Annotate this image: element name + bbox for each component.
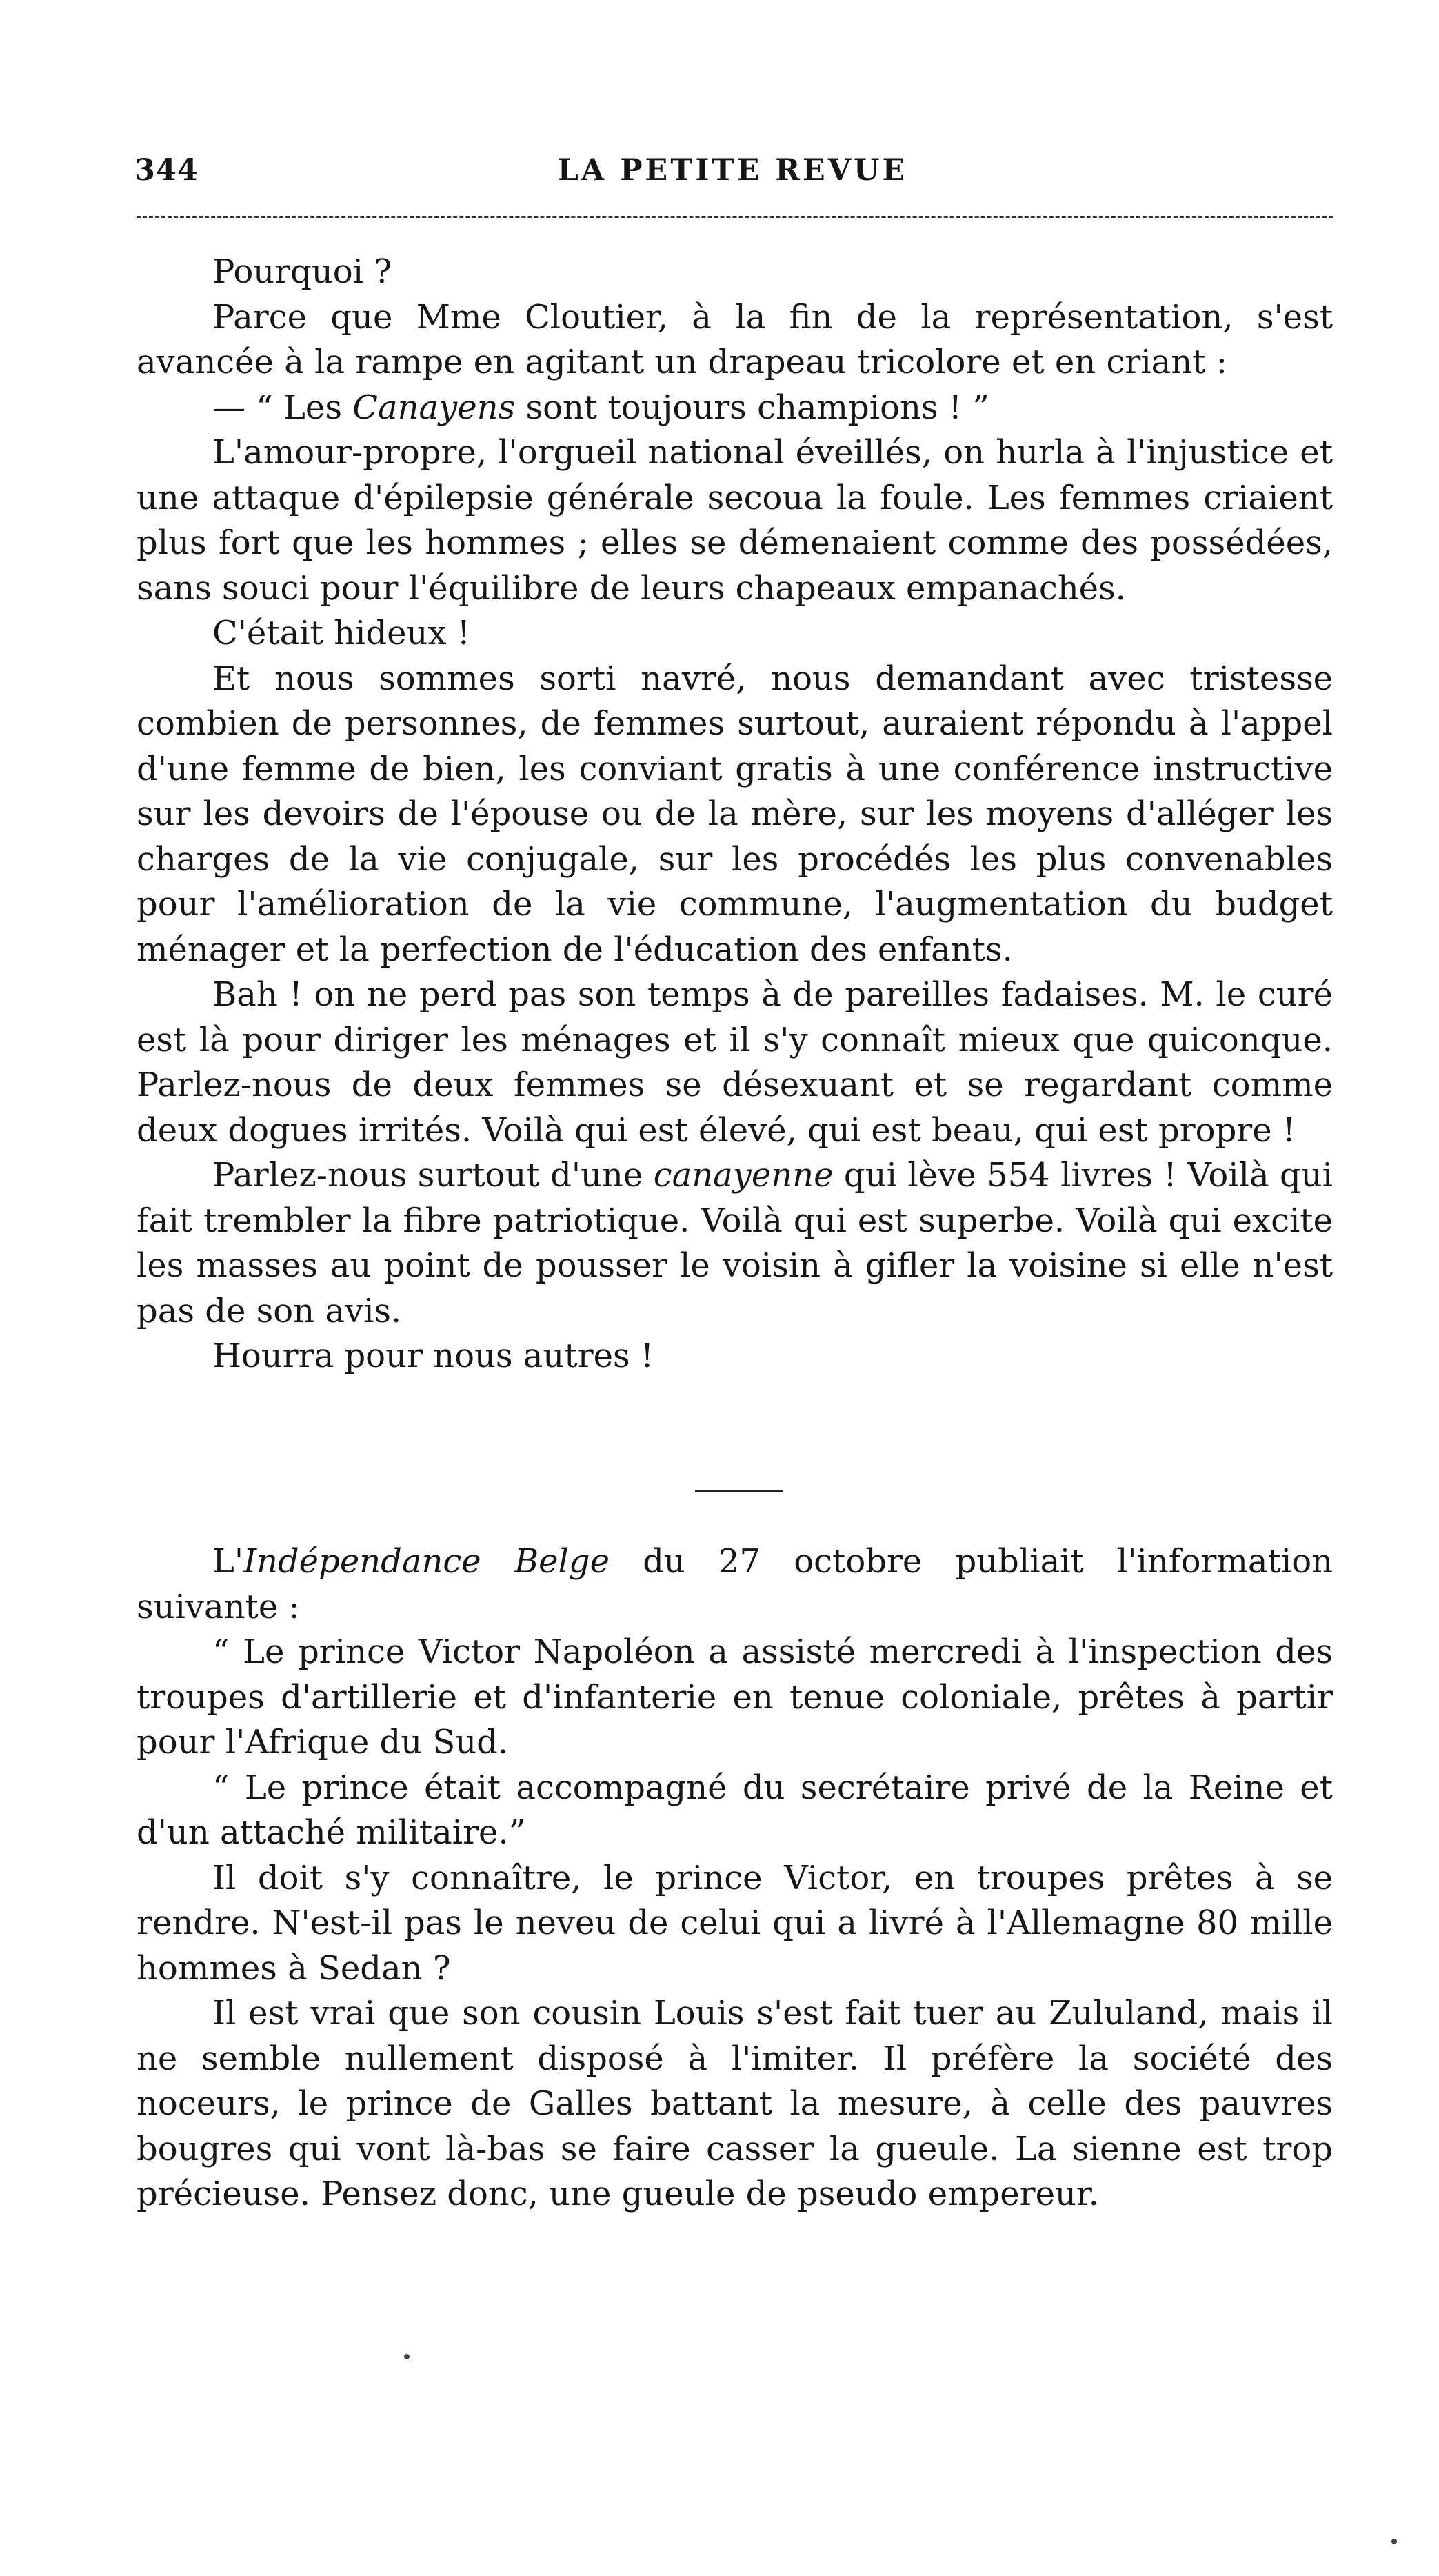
page-header (134, 153, 1331, 194)
paragraph: Il est vrai que son cousin Louis s'est fait tuer au Zululand, mais il ne semble nullement disposé à l'imiter. Il préfère la société des noceurs, le prince de Galles battant la mesure, à celle des pauvres bougres qui vont là-bas se faire casser la gueule. La sienne est trop précieuse. Pensez donc, une gueule de pseudo empereur. (137, 1994, 1333, 2213)
text-run: Parlez-nous surtout d'une (212, 1156, 654, 1195)
paragraph-quote (137, 386, 1333, 431)
paragraph: Bah ! on ne perd pas son temps à de pareilles fadaises. M. le curé est là pour diriger les ménages et il s'y connaît mieux que quiconque. Parlez-nous de deux femmes se désexuant et se regardant comme deux dogues irrités. Voilà qui est élevé, qui est beau, qui est propre ! (137, 975, 1333, 1150)
paragraph-quote: “ Le prince était accompagné du secrétaire privé de la Reine et d'un attaché militaire.” (137, 1768, 1333, 1852)
paragraph: Pourquoi ? (212, 252, 392, 291)
paragraph: L'amour-propre, l'orgueil national éveillés, on hurla à l'injustice et une attaque d'épilepsie générale secoua la foule. Les femmes criaient plus fort que les hommes ; elles se démenaient comme des possédées, sans souci pour l'équilibre de leurs chapeaux empanachés. (137, 433, 1333, 608)
paragraph: Parce que Mme Cloutier, à la fin de la représentation, s'est avancée à la rampe en agitant un drapeau tricolore et en criant : (137, 297, 1333, 381)
paragraph: Et nous sommes sorti navré, nous demandant avec tristesse combien de personnes, de femmes surtout, auraient répondu à l'appel d'une femme de bien, les conviant gratis à une conférence instructive sur les devoirs de l'épouse ou de la mère, sur les moyens d'alléger les charges de la vie conjugale, sur les procédés les plus convenables pour l'amélioration de la vie commune, l'augmentation du budget ménager et la perfection de l'éducation des enfants. (137, 659, 1333, 969)
header-rule (137, 216, 1333, 218)
italic-text: canayenne (653, 1156, 834, 1195)
text-run: — “ Les (212, 388, 353, 427)
section-divider (695, 1490, 783, 1492)
paragraph: C'était hideux ! (212, 614, 471, 652)
page-number: 344 (134, 153, 199, 188)
text-run: sont toujours champions ! ” (515, 388, 989, 427)
paragraph-quote: “ Le prince Victor Napoléon a assisté mercredi à l'inspection des troupes d'artillerie et d'infanterie en tenue coloniale, prêtes à partir pour l'Afrique du Sud. (137, 1633, 1333, 1761)
article-section-2 (137, 1539, 1333, 2217)
italic-text: Canayens (352, 388, 516, 427)
text-run: L' (212, 1542, 244, 1581)
paragraph: Hourra pour nous autres ! (212, 1337, 654, 1375)
text-run: qui lève 554 livres ! Voilà qui fait trembler la fibre patriotique. Voilà qui est superbe. Voilà qui excite les masses au point de pousser le voisin à gifler la voisine si elle n'est pas de son avis. (137, 1156, 1333, 1330)
print-speck (1391, 2539, 1397, 2544)
paragraph: Il doit s'y connaître, le prince Victor, en troupes prêtes à se rendre. N'est-il pas le neveu de celui qui a livré à l'Allemagne 80 mille hommes à Sedan ? (137, 1858, 1333, 1988)
paragraph (137, 1153, 1333, 1334)
paragraph (137, 1539, 1333, 1630)
article-section-1 (137, 250, 1333, 1379)
running-title: LA PETITE REVUE (557, 153, 908, 188)
italic-text: Indépendance Belge (243, 1542, 610, 1581)
print-speck (404, 2354, 410, 2359)
text-run: du 27 octobre publiait l'information suivante : (137, 1542, 1334, 1626)
